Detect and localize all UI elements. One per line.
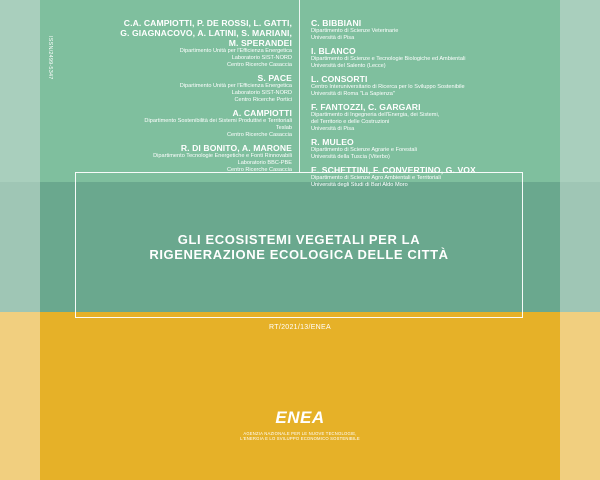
enea-logo — [262, 408, 338, 430]
report-title — [80, 232, 518, 262]
author-affiliation: Centro Ricerche Casaccia — [227, 132, 292, 138]
agency-name — [195, 431, 405, 441]
issn-label — [43, 36, 57, 116]
author-affiliation: Dipartimento Tecnologie Energetiche e Fonti Rinnovabili — [153, 153, 292, 159]
author-names: L. CONSORTI — [311, 74, 368, 84]
report-code: RT/2021/13/ENEA — [269, 324, 331, 331]
author-names: G. GIAGNACOVO, A. LATINI, S. MARIANI, — [120, 28, 292, 38]
cover-edge-top-right — [560, 0, 600, 182]
author-group — [60, 18, 292, 28]
author-affiliation: Teslab — [275, 125, 292, 131]
author-group — [311, 18, 556, 42]
author-affiliation: Dipartimento di Scienze e Tecnologie Biologiche ed Ambientali — [311, 56, 466, 62]
cover-edge-mid-left — [0, 182, 40, 312]
author-affiliation: Dipartimento di Scienze Agrarie e Forestali — [311, 147, 418, 153]
cover-edge-bottom-left — [0, 312, 40, 480]
author-affiliation: Centro Ricerche Casaccia — [227, 167, 292, 173]
agency-line: AGENZIA NAZIONALE PER LE NUOVE TECNOLOGIE, — [243, 431, 357, 436]
author-group — [60, 143, 292, 174]
author-affiliation: Centro Ricerche Casaccia — [227, 62, 292, 68]
cover-edge-mid-right — [560, 182, 600, 312]
column-divider — [299, 0, 300, 172]
author-names: F. FANTOZZI, C. GARGARI — [311, 102, 421, 112]
author-affiliation: Università degli Studi di Bari Aldo Moro — [311, 182, 408, 188]
author-names: S. PACE — [257, 73, 292, 83]
author-affiliation: Dipartimento Unità per l'Efficienza Energetica — [179, 48, 292, 54]
author-group — [60, 108, 292, 139]
cover-bottom-band — [40, 312, 560, 480]
author-affiliation: Università della Tuscia (Viterbo) — [311, 154, 390, 160]
author-affiliation: Dipartimento Unità per l'Efficienza Energetica — [179, 83, 292, 89]
author-affiliation: Centro Interuniversitario di Ricerca per lo Sviluppo Sostenibile — [311, 84, 465, 90]
author-affiliation: del Territorio e delle Costruzioni — [311, 119, 390, 125]
enea-logo-text: ENEA — [275, 408, 325, 427]
author-affiliation: Dipartimento Sostenibilità dei Sistemi Produttivi e Territoriali — [144, 118, 292, 124]
author-affiliation: Dipartimento di Scienze Veterinarie — [311, 28, 399, 34]
author-group — [60, 28, 292, 38]
author-names: E. SCHETTINI, F. CONVERTINO, G. VOX — [311, 165, 476, 175]
cover-edge-top-left — [0, 0, 40, 182]
author-names: C. BIBBIANI — [311, 18, 362, 28]
author-names: R. DI BONITO, A. MARONE — [180, 143, 292, 153]
author-group — [311, 137, 556, 161]
author-group — [60, 38, 292, 69]
title-line: RIGENERAZIONE ECOLOGICA DELLE CITTÀ — [149, 247, 449, 262]
author-group — [311, 165, 556, 189]
author-affiliation: Università di Pisa — [311, 126, 355, 132]
title-line: GLI ECOSISTEMI VEGETALI PER LA — [177, 232, 421, 247]
author-group — [311, 74, 556, 98]
author-names: I. BLANCO — [311, 46, 356, 56]
issn-text: ISSN/2499-5347 — [47, 36, 53, 80]
author-affiliation: Centro Ricerche Portici — [234, 97, 292, 103]
author-affiliation: Laboratorio SIST-NORD — [231, 55, 292, 61]
author-group — [60, 73, 292, 104]
author-affiliation: Dipartimento di Ingegneria dell'Energia, dei Sistemi, — [311, 112, 440, 118]
author-group — [311, 102, 556, 133]
author-affiliation: Università di Roma "La Sapienza" — [311, 91, 395, 97]
author-affiliation: Laboratorio SIST-NORD — [231, 90, 292, 96]
authors-right-column — [311, 18, 556, 193]
author-affiliation: Università del Salento (Lecce) — [311, 63, 386, 69]
author-group — [311, 46, 556, 70]
author-names: A. CAMPIOTTI — [232, 108, 292, 118]
author-names: M. SPERANDEI — [228, 38, 292, 48]
author-affiliation: Dipartimento di Scienze Agro Ambientali e Territoriali — [311, 175, 441, 181]
authors-left-column — [60, 18, 292, 178]
author-names: C.A. CAMPIOTTI, P. DE ROSSI, L. GATTI, — [123, 18, 292, 28]
author-affiliation: Università di Pisa — [311, 35, 355, 41]
agency-line: L'ENERGIA E LO SVILUPPO ECONOMICO SOSTENIBILE — [240, 436, 360, 441]
author-affiliation: Laboratorio BBC-PBE — [237, 160, 292, 166]
author-names: R. MULEO — [311, 137, 354, 147]
cover-edge-bottom-right — [560, 312, 600, 480]
